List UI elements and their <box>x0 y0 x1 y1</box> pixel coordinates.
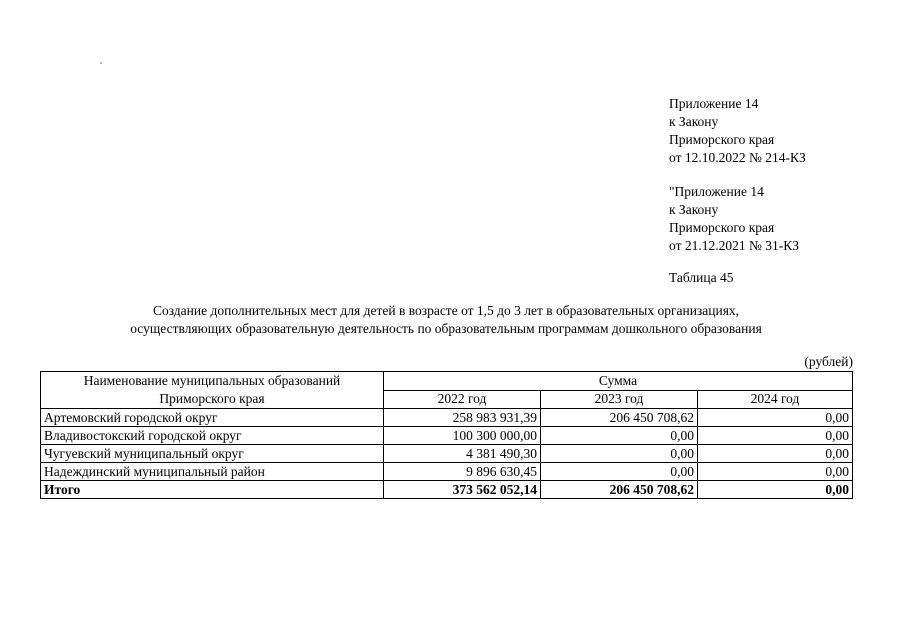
header-year-2024: 2024 год <box>698 390 853 409</box>
scan-speck <box>100 62 102 64</box>
header-year-2023: 2023 год <box>541 390 698 409</box>
row-value-2023: 0,00 <box>541 427 698 445</box>
row-name: Чугуевский муниципальный округ <box>41 445 384 463</box>
row-value-2024: 0,00 <box>698 445 853 463</box>
header-sum: Сумма <box>384 372 853 391</box>
approval-line: "Приложение 14 <box>669 184 764 199</box>
table-row <box>41 427 853 445</box>
table-total-row <box>41 481 853 499</box>
row-name: Артемовский городской округ <box>41 409 384 427</box>
approval-line: Приморского края <box>669 220 775 235</box>
total-value-2023: 206 450 708,62 <box>541 481 698 499</box>
total-label: Итого <box>41 481 384 499</box>
approval-line: к Закону <box>669 202 719 217</box>
unit-label: (рублей) <box>804 354 853 369</box>
row-value-2024: 0,00 <box>698 409 853 427</box>
total-value-2022: 373 562 052,14 <box>384 481 541 499</box>
table-header-row <box>41 372 853 391</box>
approval-line: от 12.10.2022 № 214-КЗ <box>669 150 806 165</box>
approval-line: Приморского края <box>669 132 775 147</box>
header-municipality-line2: Приморского края <box>159 391 265 406</box>
row-value-2023: 0,00 <box>541 463 698 481</box>
row-value-2022: 4 381 490,30 <box>384 445 541 463</box>
total-value-2024: 0,00 <box>698 481 853 499</box>
funding-table <box>40 371 853 499</box>
row-value-2024: 0,00 <box>698 463 853 481</box>
row-value-2022: 9 896 630,45 <box>384 463 541 481</box>
row-name: Владивостокский городской округ <box>41 427 384 445</box>
row-value-2022: 100 300 000,00 <box>384 427 541 445</box>
table-row <box>41 409 853 427</box>
row-value-2022: 258 983 931,39 <box>384 409 541 427</box>
approval-line: к Закону <box>669 114 719 129</box>
table-number: Таблица 45 <box>669 270 734 285</box>
header-municipality <box>41 372 384 409</box>
header-municipality-line1: Наименование муниципальных образований <box>83 373 341 388</box>
row-value-2023: 206 450 708,62 <box>541 409 698 427</box>
table-row <box>41 445 853 463</box>
header-year-2022: 2022 год <box>384 390 541 409</box>
approval-block-previous <box>669 183 799 255</box>
row-name: Надеждинский муниципальный район <box>41 463 384 481</box>
document-title-line2: осуществляющих образовательную деятельность по образовательным программам дошкольного образования <box>130 321 762 336</box>
approval-block-current <box>669 95 806 167</box>
row-value-2023: 0,00 <box>541 445 698 463</box>
table-row <box>41 463 853 481</box>
document-title-line1: Создание дополнительных мест для детей в возрасте от 1,5 до 3 лет в образовательных организациях, <box>152 303 740 318</box>
row-value-2024: 0,00 <box>698 427 853 445</box>
approval-line: от 21.12.2021 № 31-КЗ <box>669 238 799 253</box>
approval-line: Приложение 14 <box>669 96 759 111</box>
